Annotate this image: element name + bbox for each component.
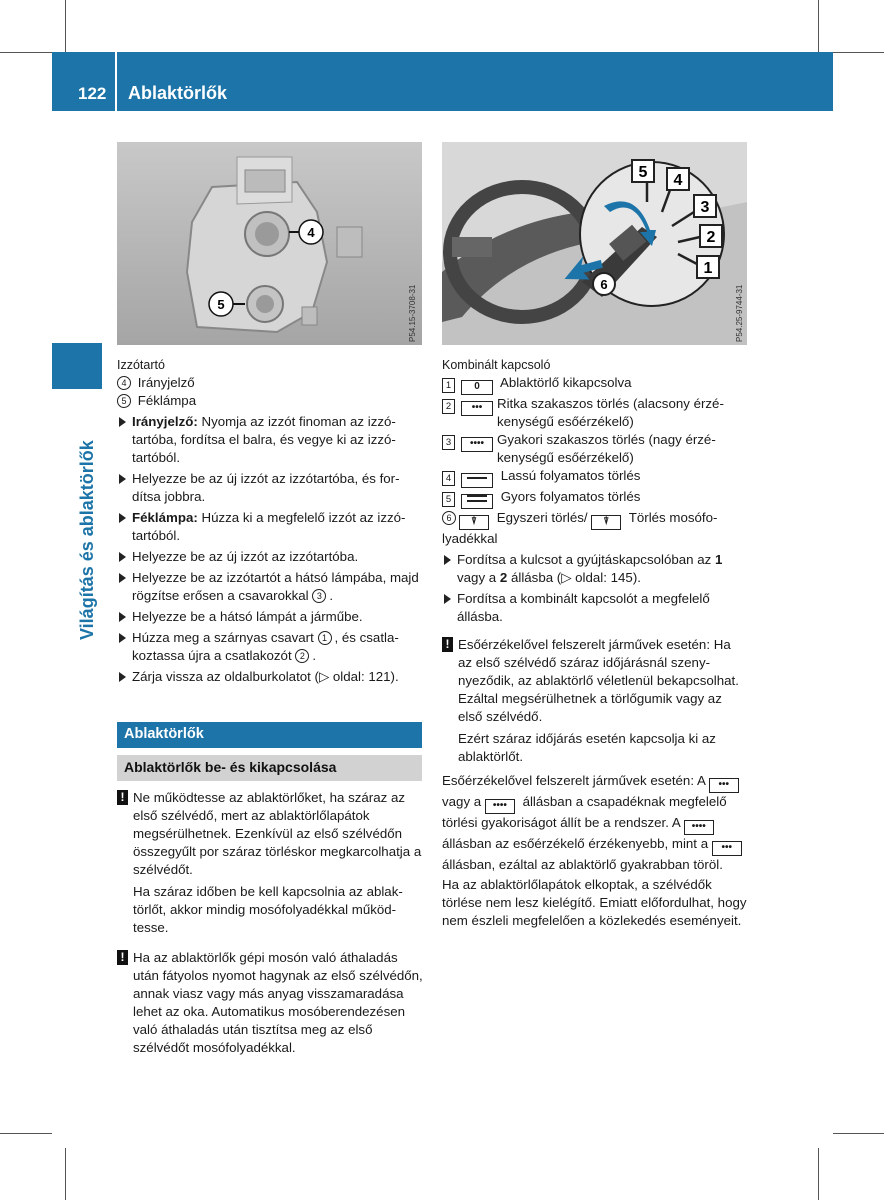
key-position: 1: [714, 552, 723, 567]
off-symbol-icon: 0: [461, 380, 493, 395]
position-text: Lassú folyamatos törlés: [500, 468, 641, 483]
step-keyword: Féklámpa:: [132, 510, 198, 525]
callout-2: 2: [706, 229, 716, 246]
callout-5: 5: [638, 164, 648, 181]
combination-switch-image: [442, 142, 747, 345]
paragraph-text: Esőérzékelővel felszerelt járművek esetén: A: [442, 773, 709, 788]
step-text: Fordítsa a kulcsot a gyújtáskapcsolóban az: [457, 552, 715, 567]
warning-icon: !: [117, 950, 128, 965]
switch-position-item: [442, 431, 748, 467]
step-text: állásba (▷ oldal: 145).: [507, 570, 641, 585]
wiper-blade-paragraph: Ha az ablaktörlőlapátok elkoptak, a szélvédők törlése nem lesz kielégítő. Emiatt előfordulhat, hogy nem észleli megfelelően a közlekedés eseményeit.: [442, 877, 747, 928]
legend-number: 4: [117, 376, 131, 390]
callout-5: 5: [217, 297, 225, 312]
switch-position-item: [442, 374, 748, 395]
instruction-step: [117, 629, 423, 665]
paragraph-text: állásban a csapadéknak megfelelő törlési gyakoriságot állít be a rendszer. A: [442, 794, 727, 830]
legend-number: 5: [117, 394, 131, 408]
legend-text: Irányjelző: [137, 375, 195, 390]
position-text: Egyszeri törlés/: [496, 510, 592, 525]
warning-icon: !: [442, 637, 453, 652]
position-number: 2: [442, 399, 455, 414]
left-warnings: [117, 789, 423, 1057]
instruction-step: [117, 413, 423, 467]
position-number: 5: [442, 492, 455, 507]
callout-ref: 2: [295, 649, 309, 663]
bulb-holder-image: [117, 142, 422, 345]
key-position: 2: [499, 570, 508, 585]
position-number: 1: [442, 378, 455, 393]
callout-ref: 3: [312, 589, 326, 603]
switch-position-item: [442, 467, 748, 488]
position-text: Ritka szakaszos törlés (alacsony érzékenységű esőérzékelő): [497, 396, 724, 429]
side-tab-marker: [52, 343, 102, 389]
position-text: Ablaktörlő kikapcsolva: [499, 375, 632, 390]
page-header: [52, 52, 833, 111]
step-keyword: Irányjelző:: [132, 414, 198, 429]
callout-6: 6: [600, 277, 608, 292]
step-text: .: [329, 588, 334, 603]
right-column: [442, 356, 748, 930]
switch-position-item: [442, 488, 748, 509]
position-number: 6: [442, 511, 456, 525]
chapter-title: Világítás és ablaktörlők: [77, 440, 97, 640]
legend-item: [117, 374, 423, 392]
warning-text: Ezért száraz időjárás esetén kapcsolja ki az ablaktörlőt.: [458, 731, 716, 764]
combination-switch-illustration: [442, 142, 747, 345]
intermittent-low-icon: •••: [461, 401, 493, 416]
section-heading-bar: [117, 722, 422, 748]
callout-ref: 1: [318, 631, 332, 645]
image-caption: Kombinált kapcsoló: [442, 358, 551, 372]
instruction-step: [117, 509, 423, 545]
warning-note: [117, 789, 423, 879]
warning-note: [442, 636, 748, 726]
step-text: Helyezze be az izzótartót a hátsó lámpába, majd rögzítse erősen a csavarokkal: [132, 570, 419, 603]
crop-mark: [818, 1148, 819, 1200]
warning-text: Esőérzékelővel felszerelt járművek esetén: Ha az első szélvédő száraz időjárásnál szenynyeződik, az ablaktörlő véletlenül bekapcsolhat. Ezáltal megsérülhetnek a törlőgumik vagy az első szélvédő.: [458, 637, 739, 724]
paragraph-text: vagy a: [442, 794, 485, 809]
intermittent-high-icon: ••••: [485, 799, 515, 814]
wash-wipe-icon: ⍒: [591, 515, 621, 530]
position-text: Gyakori szakaszos törlés (nagy érzékenységű esőérzékelő): [497, 432, 716, 465]
paragraph-text: állásban, ezáltal az ablaktörlő gyakrabban töröl.: [442, 857, 723, 872]
subsection-heading-bar: [117, 755, 422, 781]
callout-4: 4: [307, 225, 315, 240]
warning-icon: !: [117, 790, 128, 805]
intermittent-high-icon: ••••: [461, 437, 493, 452]
position-number: 3: [442, 435, 455, 450]
warning-note: [117, 949, 423, 1057]
continuous-fast-icon: [461, 494, 493, 509]
image-caption: Izzótartó: [117, 358, 165, 372]
crop-mark: [833, 52, 884, 53]
position-text: Törlés mosófolyadékkal: [442, 510, 718, 546]
instruction-step: Helyezze be a hátsó lámpát a járműbe.: [117, 608, 423, 626]
intermittent-low-icon: •••: [712, 841, 742, 856]
continuous-slow-icon: [461, 473, 493, 488]
crop-mark: [0, 1133, 52, 1134]
step-text: .: [312, 648, 317, 663]
crop-mark: [0, 52, 52, 53]
legend-text: Féklámpa: [137, 393, 197, 408]
warning-text: Ha az ablaktörlők gépi mosón való áthaladás után fátyolos nyomot hagynak az első szélvédőn, annak viasz vagy más anyag visszamaradása lehet az oka. Automatikus mosóberendezésen való áthaladás után tisztítsa meg az első szélvédőt mosófolyadékkal.: [133, 950, 423, 1055]
paragraph-text: állásban az esőérzékelő érzékenyebb, mint a: [442, 836, 712, 851]
subsection-heading: Ablaktörlők be- és kikapcsolása: [124, 759, 337, 775]
left-column: [117, 356, 423, 689]
instruction-step: Zárja vissza az oldalburkolatot (▷ oldal: 121).: [117, 668, 423, 686]
step-text: , és csatlakoztassa újra a csatlakozót: [132, 630, 399, 663]
instruction-step: [442, 551, 748, 587]
page-number: 122: [78, 84, 107, 103]
step-text: Húzza ki a megfelelő izzót az izzótartóból.: [132, 510, 406, 543]
callout-3: 3: [700, 199, 710, 216]
callout-1: 1: [703, 260, 713, 277]
crop-mark: [65, 0, 66, 52]
intermittent-low-icon: •••: [709, 778, 739, 793]
position-text: Gyors folyamatos törlés: [500, 489, 641, 504]
header-divider: [115, 52, 117, 111]
instruction-step: Fordítsa a kombinált kapcsolót a megfelelő állásba.: [442, 590, 748, 626]
step-text: Húzza meg a szárnyas csavart: [132, 630, 318, 645]
instruction-step: Helyezze be az új izzót az izzótartóba.: [117, 548, 423, 566]
section-heading: Ablaktörlők: [124, 726, 204, 742]
switch-position-item: [442, 395, 748, 431]
warning-text: Ne működtesse az ablaktörlőket, ha száraz az első szélvédő, mert az ablaktörlőlapátok megsérülhetnek. Ezenkívül az első szélvédőn összegyűlt por száraz törléskor megkarcolhatja a szélvédőt.: [133, 790, 422, 877]
image-code: P54.15-3708-31: [408, 284, 417, 342]
instruction-step: Helyezze be az új izzót az izzótartóba, és fordítsa jobbra.: [117, 470, 423, 506]
step-text: vagy a: [457, 570, 500, 585]
callout-4: 4: [673, 172, 683, 189]
page-title: Ablaktörlők: [128, 83, 228, 103]
switch-position-item: [442, 509, 748, 548]
rain-sensor-paragraph: [442, 772, 748, 874]
instruction-step: [117, 569, 423, 605]
intermittent-high-icon: ••••: [684, 820, 714, 835]
crop-mark: [65, 1148, 66, 1200]
single-wipe-icon: ⍒: [459, 515, 489, 530]
crop-mark: [833, 1133, 884, 1134]
image-code: P54.25-9744-31: [735, 284, 744, 342]
warning-text: Ha száraz időben be kell kapcsolnia az ablaktörlőt, akkor mindig mosófolyadékkal működtesse.: [133, 884, 403, 935]
crop-mark: [818, 0, 819, 52]
bulb-holder-illustration: [117, 142, 422, 345]
position-number: 4: [442, 471, 455, 486]
legend-item: [117, 392, 423, 410]
step-text: Nyomja az izzót finoman az izzótartóba, fordítsa el balra, és vegye ki az izzótartóból.: [132, 414, 396, 465]
